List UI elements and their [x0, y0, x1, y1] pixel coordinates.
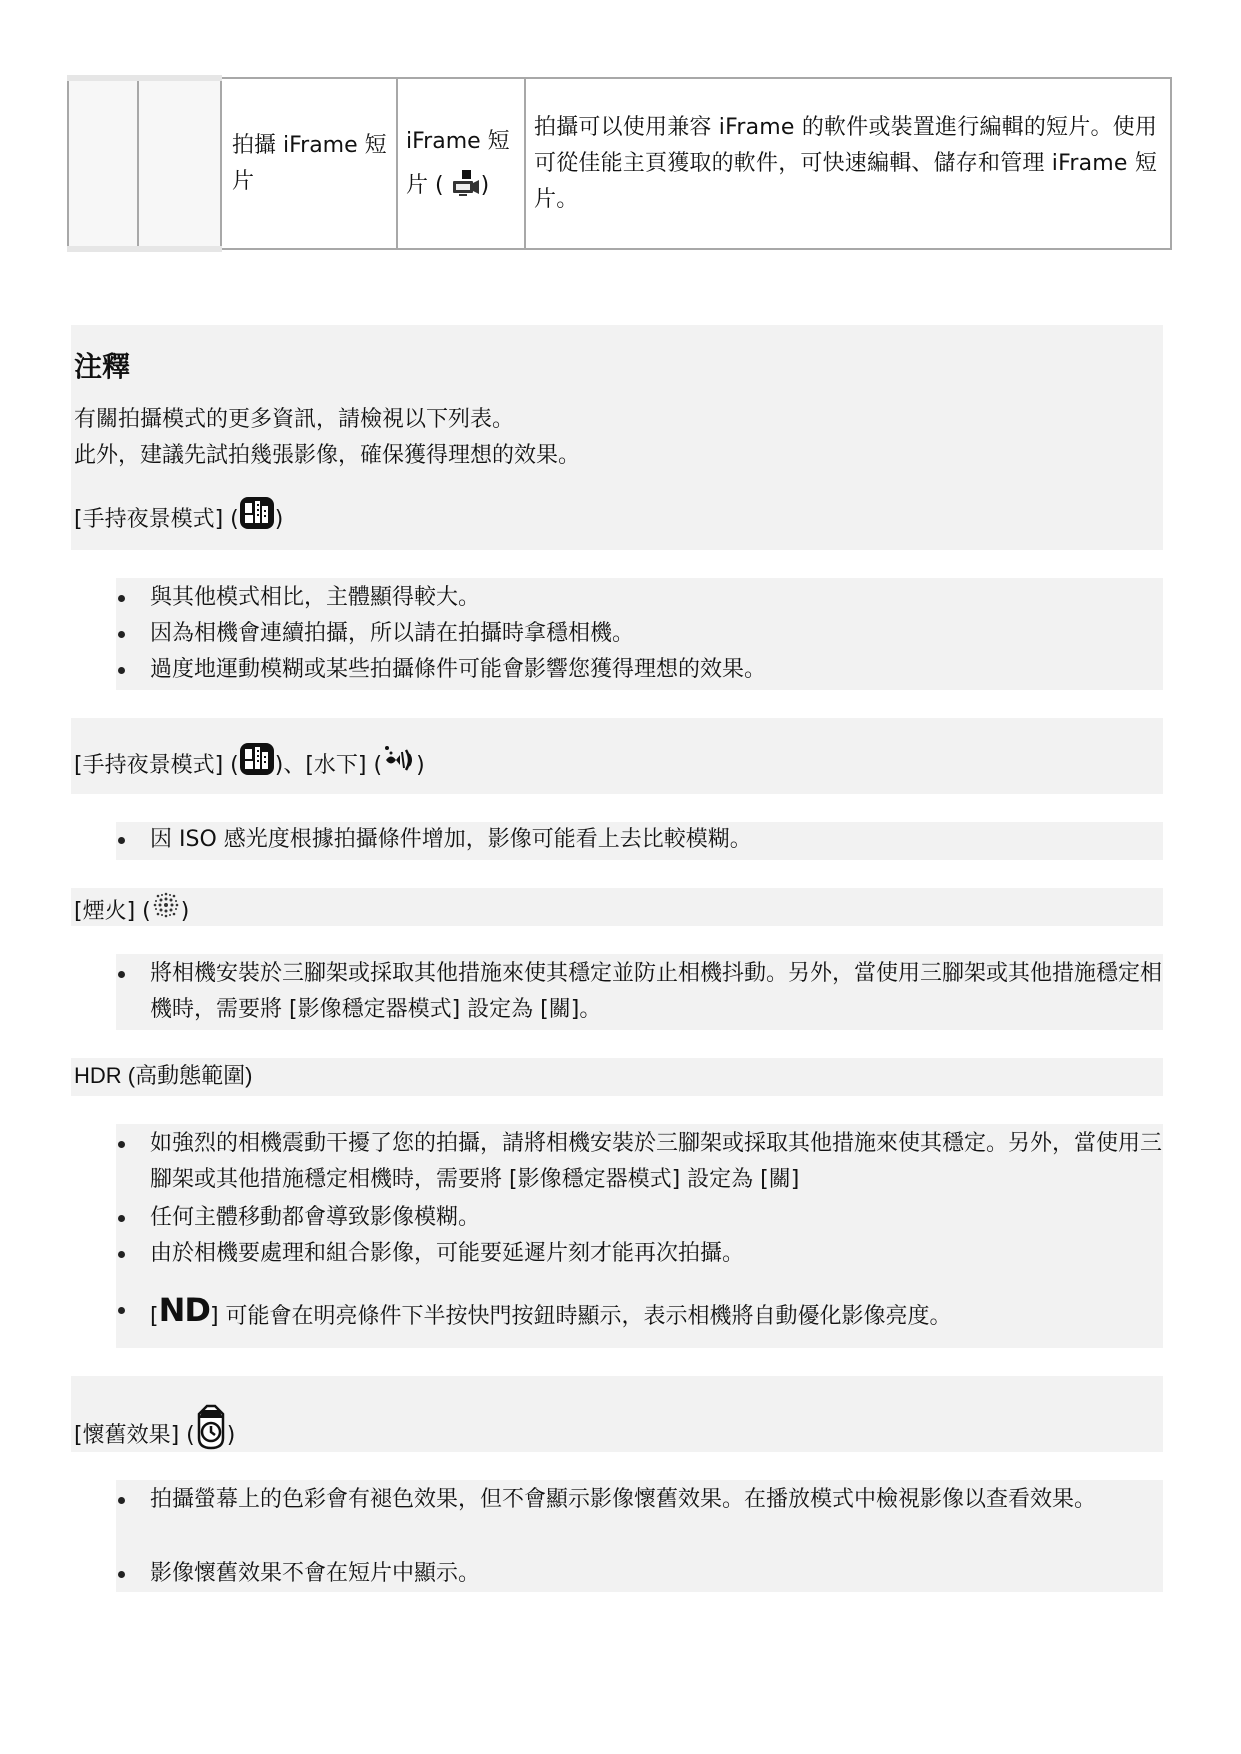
- section-title-close: ): [180, 899, 190, 924]
- list-item: 因為相機會連續拍攝，所以請在拍攝時拿穩相機。: [150, 616, 634, 652]
- mode-name-line2: 片 (: [406, 172, 444, 198]
- list-item: 影像懷舊效果不會在短片中顯示。: [150, 1556, 480, 1592]
- section-title-block: [71, 888, 1163, 926]
- list-item: 拍攝螢幕上的色彩會有褪色效果，但不會顯示影像懷舊效果。在播放模式中檢視影像以查看效果。: [150, 1482, 1162, 1518]
- section-title-close: ): [226, 1423, 236, 1448]
- nostalgic-effect-icon: [195, 1404, 227, 1450]
- nd-bracket-open: [: [150, 1304, 159, 1329]
- table-cell-empty: [138, 78, 221, 249]
- shooting-mode-table: [67, 75, 1172, 252]
- list-item: 因 ISO 感光度根據拍攝條件增加，影像可能看上去比較模糊。: [150, 822, 752, 858]
- notes-intro-line1: 有關拍攝模式的更多資訊，請檢視以下列表。: [74, 407, 515, 432]
- table-row: [68, 78, 1171, 249]
- table-cell-function: [221, 78, 397, 249]
- section-title-hdr: HDR (高動態範圍): [74, 1063, 253, 1088]
- iframe-movie-icon: [451, 168, 481, 198]
- section-title-close: ): [416, 753, 425, 778]
- section-title-close: ): [274, 507, 284, 532]
- mode-description: 拍攝可以使用兼容 iFrame 的軟件或裝置進行編輯的短片。使用可從佳能主頁獲取的軟件，可快速編輯、儲存和管理 iFrame 短片。: [534, 114, 1158, 212]
- section-title-fireworks: [74, 890, 189, 930]
- section-title-handheld-underwater: [74, 742, 425, 784]
- table-cell-empty: [68, 78, 138, 249]
- handheld-night-scene-icon: [239, 742, 275, 776]
- section-title-text: [煙火] (: [74, 899, 151, 924]
- nd-description: ] 可能會在明亮條件下半按快門按鈕時顯示，表示相機將自動優化影像亮度。: [209, 1304, 952, 1329]
- fireworks-icon: [151, 890, 181, 920]
- section-title-handheld-night: [74, 496, 283, 538]
- table-cell-mode: [397, 78, 525, 249]
- nd-filter-icon: ND: [158, 1291, 210, 1329]
- section-title-text: [手持夜景模式] (: [74, 507, 239, 532]
- section-title-text: [手持夜景模式] (: [74, 753, 239, 778]
- mode-function-text: 拍攝 iFrame 短片: [232, 132, 387, 194]
- list-item-nd: [150, 1292, 952, 1335]
- handheld-night-scene-icon: [239, 496, 275, 530]
- section-title-nostalgic: [74, 1404, 235, 1454]
- table-cell-description: [525, 78, 1171, 249]
- notes-heading: 注釋: [74, 350, 131, 383]
- underwater-icon: [382, 744, 416, 774]
- list-item: 如強烈的相機震動干擾了您的拍攝，請將相機安裝於三腳架或採取其他措施來使其穩定。另外，當使用三腳架或其他措施穩定相機時，需要將 [影像穩定器模式] 設定為 [關]: [150, 1126, 1162, 1198]
- section-title-text: [懷舊效果] (: [74, 1423, 195, 1448]
- list-item: 將相機安裝於三腳架或採取其他措施來使其穩定並防止相機抖動。另外，當使用三腳架或其他措施穩定相機時，需要將 [影像穩定器模式] 設定為 [關]。: [150, 956, 1162, 1028]
- list-item: 由於相機要處理和組合影像，可能要延遲片刻才能再次拍攝。: [150, 1236, 744, 1272]
- notes-intro-line2: 此外，建議先試拍幾張影像，確保獲得理想的效果。: [74, 443, 581, 468]
- mode-name-line1: iFrame 短: [406, 128, 510, 154]
- list-item: 與其他模式相比，主體顯得較大。: [150, 580, 480, 616]
- list-item: 任何主體移動都會導致影像模糊。: [150, 1200, 480, 1236]
- list-item: 過度地運動模糊或某些拍攝條件可能會影響您獲得理想的效果。: [150, 652, 766, 688]
- section-title-text: )、[水下] (: [274, 753, 383, 778]
- mode-name-close: ): [480, 172, 490, 198]
